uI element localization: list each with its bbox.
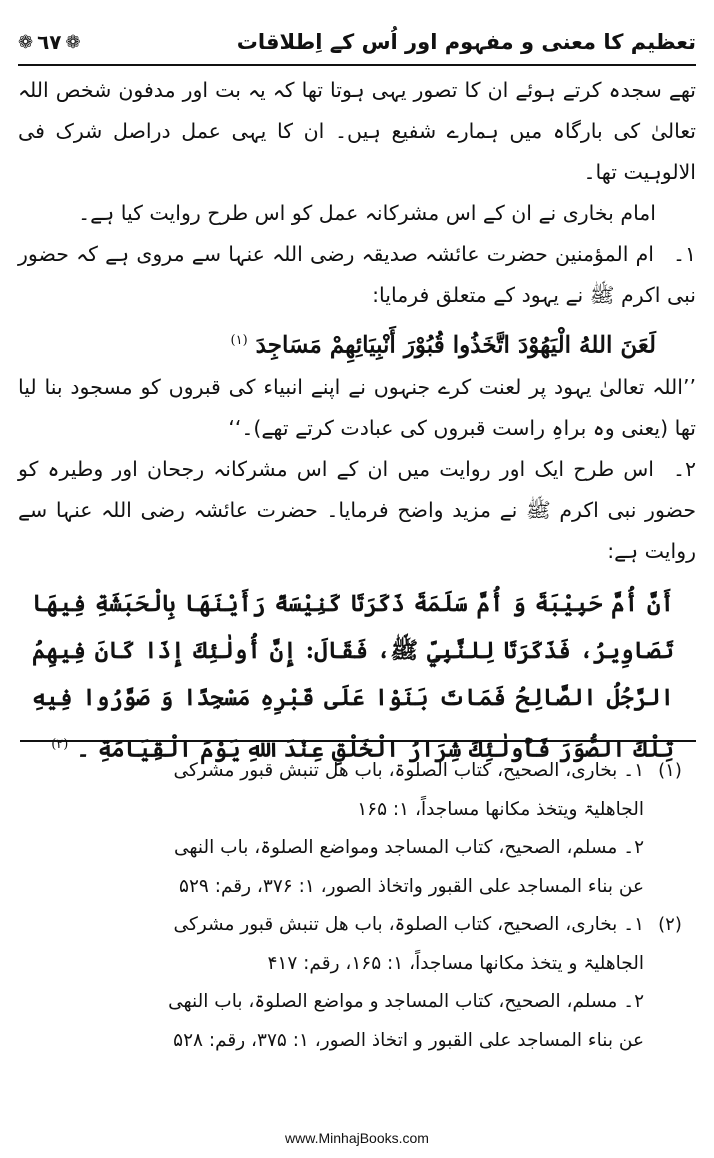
ornament-icon: ❁	[18, 31, 34, 53]
item-text: ام المؤمنین حضرت عائشہ صدیقہ رضی اللہ عنہا سے مروی ہے کہ حضور نبی اکرم ﷺ نے یہود کے متعلق فرمایا:	[18, 242, 696, 307]
footnotes	[18, 752, 696, 1060]
footnote-line: الجاھلیۃ و یتخذ مکانھا مساجداً، ۱: ۱۶۵، رقم: ۴۱۷	[267, 952, 644, 974]
footnote-line: ۱۔ بخاری، الصحیح، کتاب الصلوۃ، باب ھل تنبش قبور مشرکی	[173, 914, 644, 935]
footnote-number: (۲)	[658, 914, 682, 935]
footnote	[18, 752, 696, 906]
footnote-line: الجاھلیۃ ویتخذ مکانھا مساجداً، ۱: ۱۶۵	[357, 798, 644, 820]
page-header	[18, 22, 696, 62]
footnote-reference: (۱)	[230, 333, 248, 348]
footnote-reference: (۲)	[51, 736, 69, 752]
item-text: اس طرح ایک اور روایت میں ان کے اس مشرکانہ رجحان اور وطیرہ کو حضور نبی اکرم ﷺ نے مزید واضح فرمایا۔ حضرت عائشہ رضی اللہ عنہا سے روایت ہے:	[18, 456, 696, 563]
footnote-line: ۲۔ مسلم، الصحیح، کتاب المساجد و مواضع الصلوۃ، باب النھی	[168, 991, 644, 1012]
numbered-paragraph	[18, 234, 696, 316]
arabic-hadith	[18, 320, 696, 367]
paragraph: امام بخاری نے ان کے اس مشرکانہ عمل کو اس طرح روایت کیا ہے۔	[78, 201, 656, 225]
item-number: ۲۔	[672, 456, 696, 481]
ornament-icon: ❁	[65, 31, 81, 53]
footnote-line: ۲۔ مسلم، الصحیح، کتاب المساجد ومواضع الصلوۃ، باب النھی	[173, 837, 644, 858]
footnote	[18, 906, 696, 1060]
running-title: تعظیم کا معنی و مفہوم اور اُس کے اِطلاقات	[236, 30, 696, 54]
item-number: ۱۔	[672, 242, 696, 266]
header-divider	[18, 64, 696, 66]
footnote-line: ۱۔ بخاری، الصحیح، کتاب الصلوۃ، باب ھل تنبش قبور مشرکی	[173, 760, 644, 781]
arabic-hadith	[18, 580, 696, 773]
main-text	[18, 70, 696, 772]
hadith-translation: ’’اللہ تعالیٰ یہود پر لعنت کرے جنہوں نے اپنے انبیاء کی قبروں کو مسجود بنا لیا تھا (یعنی وہ براہِ راست قبروں کی عبادت کرتے تھے)۔‘‘	[18, 374, 696, 440]
arabic-hadith-text: لَعَنَ اللهُ الْيَهُوْدَ اتَّخَذُوا قُبُوْرَ أَنْبِيَائِهِمْ مَسَاجِدَ	[255, 331, 656, 359]
footer-url: www.MinhajBooks.com	[285, 1130, 429, 1146]
page-number-value: ٦٧	[37, 30, 62, 54]
numbered-paragraph	[18, 449, 696, 572]
footnote-number: (۱)	[658, 760, 682, 781]
paragraph: تھے سجدہ کرتے ہوئے ان کا تصور یہی ہوتا تھا کہ یہ بت اور مدفون شخص اللہ تعالیٰ کی بارگاہ میں ہمارے شفیع ہیں۔ ان کا یہی عمل دراصل شرک فی الالوہیت تھا۔	[18, 78, 696, 184]
footnote-line: عن بناء المساجد علی القبور واتخاذ الصور، ۱: ۳۷۶، رقم: ۵۲۹	[179, 875, 644, 897]
page-number	[18, 30, 81, 54]
footnote-divider	[20, 740, 696, 742]
arabic-hadith-text: أَنَّ أُمَّ حَبِيْبَةَ وَ أُمَّ سَلَمَةَ ذَكَرَتَا كَنِيْسَةً رَأَيْنَهَا بِالْحَبَشَةِ فِيهَا تَصَاوِيرُ، فَذَكَرَتَا لِلنَّبِيِّ ﷺ، فَقَالَ: إِنَّ أُولٰئِكَ إِذَا كَانَ فِيهِمُ الرَّجُلُ الصَّالِحُ فَمَاتَ بَنَوْا عَلَى قَبْرِهِ مَسْجِدًا وَ صَوَّرُوا فِيهِ تِلْكَ الصُّوَرَ فَأُولٰئِكَ شِرَارُ الْخَلْقِ عِنْدَ اللهِ يَوْمَ الْقِيَامَةِ ۔	[32, 589, 674, 763]
footnote-line: عن بناء المساجد علی القبور و اتخاذ الصور، ۱: ۳۷۵، رقم: ۵۲۸	[173, 1029, 644, 1051]
